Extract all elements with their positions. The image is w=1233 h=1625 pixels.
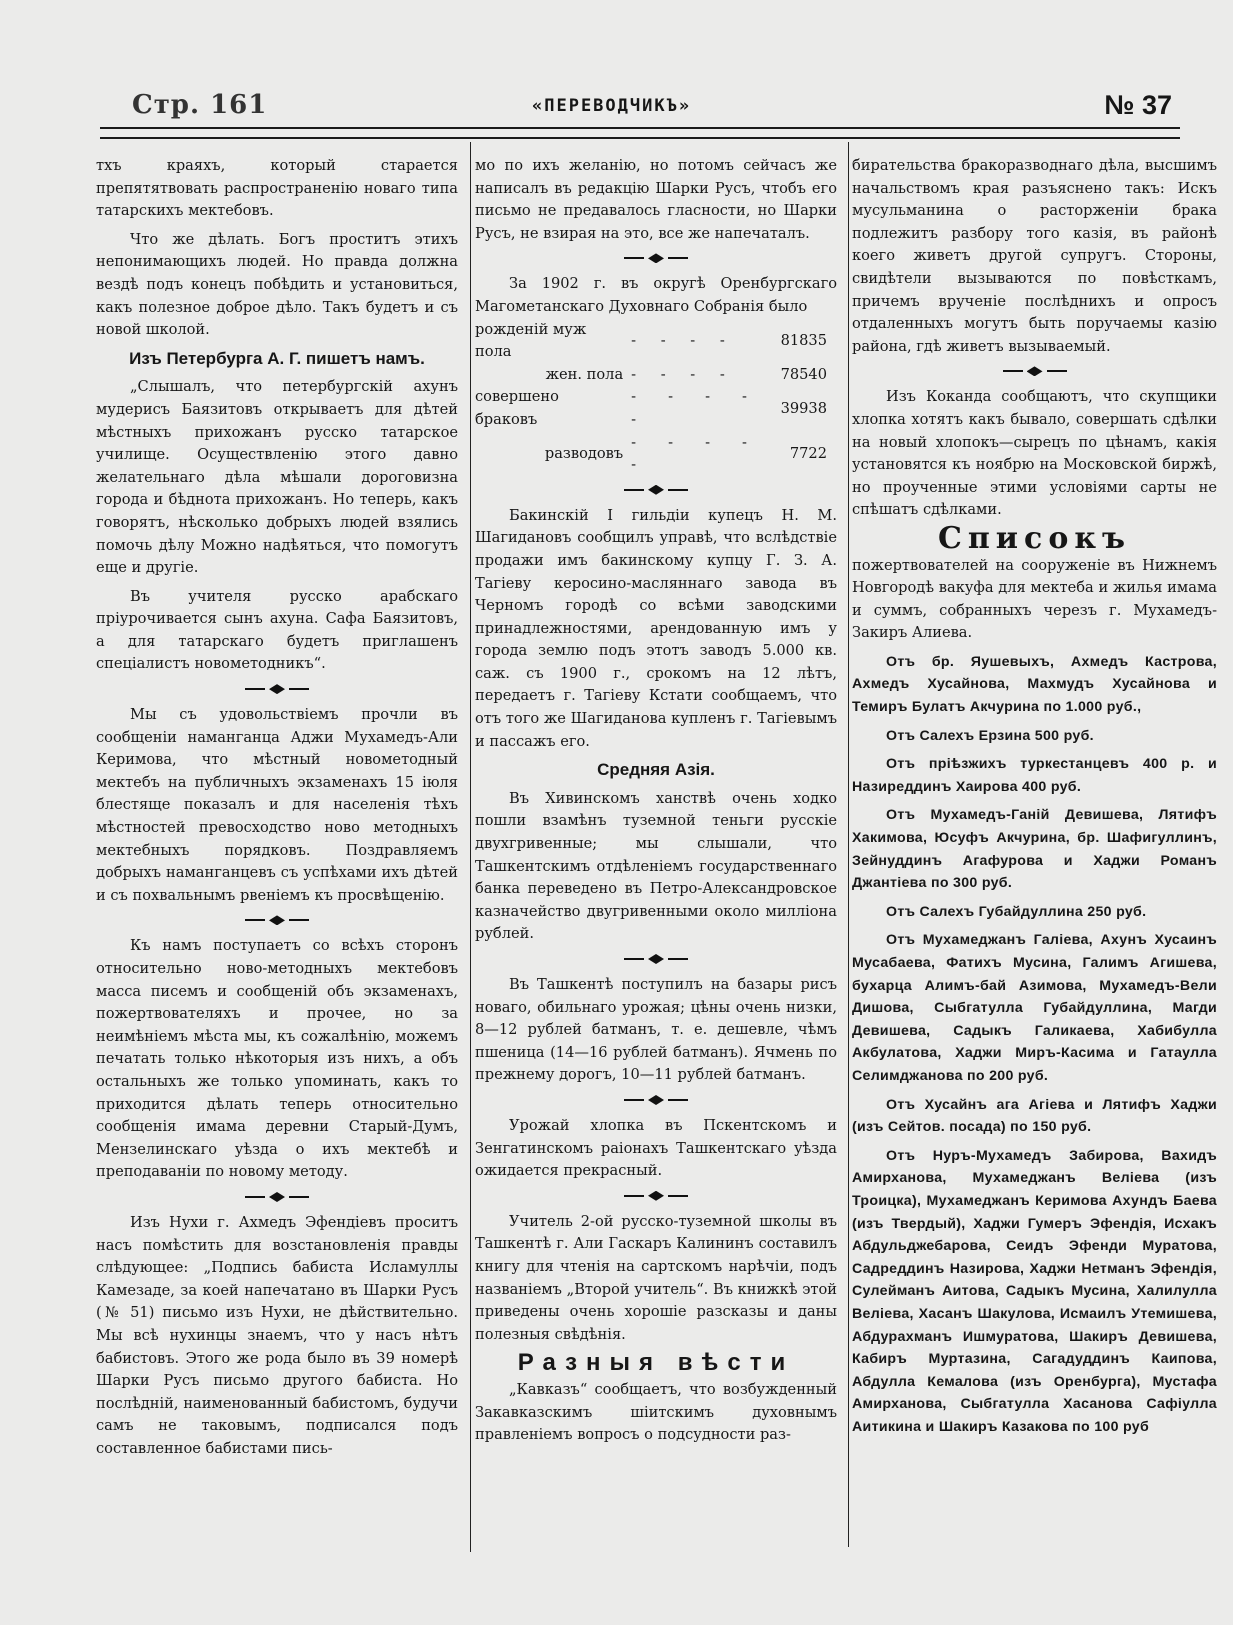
stat-row: рожденій муж пола - - - - 81835 [475,319,837,364]
diamond-ornament-icon [269,915,285,925]
diamond-ornament-icon [648,485,664,495]
column-3 [852,155,1217,1444]
header-rule-bottom [100,137,1180,139]
diamond-ornament-icon [648,1095,664,1105]
diamond-ornament-icon [648,253,664,263]
stat-label: рожденій муж пола [475,320,587,361]
section-heading: Средняя Азія. [597,760,715,780]
newspaper-title: «ПЕРЕВОДЧИКЪ» [532,96,692,116]
donor-entry: Отъ Нуръ-Мухамедъ Забирова, Вахидъ Амирханова, Мухамеджанъ Веліева (изъ Троицка), Мухамеджанъ Керимова Ахундъ Баева (изъ Твердый), Хаджи Гумеръ Эфендія, Исхакъ Абдульджебарова, Сеидъ Эфенди Муратова, Садреддинъ Назирова, Хаджи Нетманъ Эфендія, Сулейманъ Аитова, Садыкъ Мусина, Халилулла Веліева, Хасанъ Шакулова, Исмаилъ Утемишева, Абдурахманъ Ишмуратова, Шакиръ Девишева, Кабиръ Муртазина, Сагадуддинъ Каипова, Абдулла Кемалова (изъ Оренбурга), Мустафа Амирханова, Сыбгатулла Хасанова Сафіулла Аитикина и Шакиръ Казакова по 100 руб [852,1147,1217,1435]
article-paragraph: Урожай хлопка въ Пскентскомъ и Зенгатинскомъ раіонахъ Ташкентскаго уѣзда ожидается прекрасный. [475,1116,837,1180]
column-divider-1 [470,142,471,1552]
issue-number: № 37 [1104,90,1172,120]
ornament-separator [475,1093,837,1107]
list-intro: пожертвователей на сооруженіе въ Нижнемъ Новгородѣ вакуфа для мектеба и жилья имама и суммъ, собранныхъ черезъ г. Мухамедъ-Закиръ Алиева. [852,556,1217,642]
header-rule-top [100,127,1180,129]
ornament-separator [96,682,458,696]
stat-value: 39938 [780,399,827,417]
ornament-separator [96,913,458,927]
donor-entry: Отъ Салехъ Губайдуллина 250 руб. [886,903,1147,920]
statistics-table [475,319,837,477]
stat-value: 7722 [789,444,827,462]
stat-label: разводовъ [544,444,624,462]
stat-value: 81835 [780,331,827,349]
article-paragraph: Въ Хивинскомъ ханствѣ очень ходко пошли взамѣнъ туземной теньги русскіе двухгривенные; мы слышали, что Ташкентскимъ отдѣленіемъ государственнаго банка переведено въ Петро-Александровское казначейство двугривенными около милліона рублей. [475,789,837,943]
column-divider-2 [848,142,849,1547]
diamond-ornament-icon [269,684,285,694]
stat-label: совершено браковъ [475,388,559,428]
ornament-separator [475,952,837,966]
diamond-ornament-icon [1027,366,1043,376]
article-paragraph: Въ Ташкентѣ поступилъ на базары рисъ новаго, обильнаго урожая; цѣны очень низки, 8—12 рублей батманъ, т. е. дешевле, чѣмъ пшеница (14—16 рублей батманъ). Ячмень по прежнему дорогъ, 10—11 рублей батманъ. [475,976,837,1084]
ornament-separator [96,1190,458,1204]
article-paragraph: Изъ Нухи г. Ахмедъ Эфендіевъ проситъ насъ помѣстить для возстановленія правды слѣдующее: „Подпись бабиста Исламуллы Камезаде, за коей напечатано въ Шарки Русъ (№ 51) письмо изъ Нухи, не дѣйствительно. Мы всѣ нухинцы знаемъ, что у насъ нѣтъ бабистовъ. Этого же рода было въ 39 номерѣ Шарки Русъ письмо другого бабиста. Но послѣдній, наименованный бабистомъ, будучи самъ не таковымъ, подписался подъ составленное бабистами пись- [96,1213,458,1457]
ornament-separator [475,1189,837,1203]
article-paragraph: „Слышалъ, что петербургскій ахунъ мудерисъ Баязитовъ открываетъ для дѣтей мѣстныхъ прихожанъ русско татарское училище. Осуществленію этого давно желательнаго дѣла мѣшали дороговизна города и бѣднота прихожанъ. Но теперь, какъ говорятъ, нѣсколько добрыхъ людей взялись помочь дѣлу Можно надѣяться, что помогутъ еще и другіе. [96,378,458,577]
article-paragraph: За 1902 г. въ округѣ Оренбургскаго Магометанскаго Духовнаго Собранія было [475,275,837,315]
column-1 [96,155,458,1466]
ornament-separator [475,483,837,497]
ornament-separator [852,364,1217,378]
ornament-separator [475,251,837,265]
article-paragraph: тхъ краяхъ, который старается препятятвовать распространенію новаго типа татарскихъ мектебовъ. [96,157,458,220]
diamond-ornament-icon [269,1192,285,1202]
stat-row: разводовъ - - - - - 7722 [475,432,837,477]
stat-label: жен. пола [545,365,624,383]
page-header [130,88,1180,128]
article-paragraph: Учитель 2-ой русско-туземной школы въ Ташкентѣ г. Али Гаскаръ Калининъ составилъ книгу для чтенія на сартскомъ нарѣчіи, подъ названіемъ „Второй учитель“. Въ книжкѣ этой приведены очень хорошіе разсказы и даны полезныя свѣдѣнія. [475,1212,837,1343]
article-paragraph: мо по ихъ желанію, но потомъ сейчасъ же написалъ въ редакцію Шарки Русъ, чтобъ его письмо не предавалось гласности, но Шарки Русъ, не взирая на это, все же напечаталъ. [475,157,837,242]
donor-entry: Отъ Салехъ Ерзина 500 руб. [886,727,1094,744]
section-heading: Разныя вѣсти [517,1349,795,1377]
article-paragraph: Что же дѣлать. Богъ проститъ этихъ непонимающихъ людей. Но правда должна вездѣ подъ конецъ побѣдить и установиться, какъ полезное доброе дѣло. Такъ будетъ и съ новой школой. [96,230,458,339]
list-title: Списокъ [937,520,1132,556]
column-2 [475,155,837,1453]
stat-row: жен. пола - - - - 78540 [475,364,837,387]
page-number: Стр. 161 [132,90,268,120]
section-heading: Изъ Петербурга А. Г. пишетъ намъ. [129,348,425,368]
article-paragraph: Къ намъ поступаетъ со всѣхъ сторонъ относительно ново-методныхъ мектебовъ масса писемъ и сообщеній объ экзаменахъ, пожертвователяхъ и прочее, но за неимѣніемъ мѣста мы, къ сожалѣнію, можемъ печатать только нѣкоторыя изъ нихъ, а объ остальныхъ же только упоминать, какъ то приходится дѣлать теперь относительно сообщенія имама деревни Старый-Думъ, Мензелинскаго уѣзда о ихъ мектебѣ и преподаваніи по новому методу. [96,937,458,1181]
diamond-ornament-icon [648,954,664,964]
donor-entry: Отъ Хусайнъ ага Агіева и Лятифъ Хаджи (изъ Сейтов. посада) по 150 руб. [852,1096,1217,1136]
article-paragraph: бирательства бракоразводнаго дѣла, высшимъ начальствомъ края разъяснено такъ: Искъ мусульманина о расторженіи брака подлежитъ разбору того казія, въ районѣ коего живетъ другой супругъ. Стороны, свидѣтели вызываются по повѣсткамъ, причемъ врученіе послѣднихъ и опросъ отдаленныхъ могутъ быть поручаемы казію района, гдѣ живетъ вызываемый. [852,157,1217,355]
stat-value: 78540 [780,365,827,383]
donor-entry: Отъ бр. Яушевыхъ, Ахмедъ Кастрова, Ахмедъ Хусайнова, Махмудъ Хусайнова и Темиръ Булатъ Акчурина по 1.000 руб., [852,653,1217,716]
donor-entry: Отъ Мухамеджанъ Галіева, Ахунъ Хусаинъ Мусабаева, Фатихъ Мусина, Галимъ Агишева, бухарца Алимъ-бай Азимова, Мухамедъ-Вели Дишова, Сыбгатулла Губайдуллина, Магди Девишева, Садыкъ Галикаева, Хабибулла Акбулатова, Хаджи Миръ-Касима и Гатаулла Селимджанова по 200 руб. [852,932,1217,1084]
donor-entry: Отъ пріѣзжихъ туркестанцевъ 400 р. и Назиреддинъ Хаирова 400 руб. [852,756,1217,795]
article-paragraph: Бакинскій I гильдіи купецъ Н. М. Шагидановъ сообщилъ управѣ, что вслѣдствіе продажи имъ бакинскому купцу Г. З. А. Тагіеву керосино-масляннаго завода въ Черномъ городѣ со всѣми заводскими принадлежностями, арендованную имъ у города землю подъ этотъ заводъ 5.000 кв. саж. съ 1900 г., срокомъ на 12 лѣтъ, передаетъ г. Тагіеву Кстати сообщаемъ, что отъ того же Шагиданова купленъ г. Тагіевымъ и пассажъ его. [475,506,837,750]
donor-list [852,651,1217,1439]
article-paragraph: Мы съ удовольствіемъ прочли въ сообщеніи наманганца Аджи Мухамедъ-Али Керимова, что мѣстный новометодный мектебъ на публичныхъ экзаменахъ 15 іюля блестяще показалъ и для населенія тѣхъ мѣстностей превосходство ново методныхъ мектебныхъ порядковъ. Поздравляемъ добрыхъ наманганцевъ съ успѣхами ихъ дѣтей и съ похвальнымъ рвеніемъ къ просвѣщенію. [96,706,458,904]
article-paragraph: „Кавказъ“ сообщаетъ, что возбужденный Закавказскимъ шіитскимъ духовнымъ правленіемъ вопросъ о подсудности раз- [475,1380,837,1444]
article-paragraph: Изъ Коканда сообщаютъ, что скупщики хлопка хотятъ какъ бывало, совершать сдѣлки на новый хлопокъ—сырецъ по цѣнамъ, какія установятся къ ноябрю на Московской биржѣ, но проученные этими условіями сарты не спѣшатъ сдѣлками. [852,388,1217,519]
diamond-ornament-icon [648,1191,664,1201]
donor-entry: Отъ Мухамедъ-Ганій Девишева, Лятифъ Хакимова, Юсуфъ Акчурина, бр. Шафигуллинъ, Зейнуддинъ Агафурова и Хаджи Романъ Джантіева по 300 руб. [852,807,1217,892]
article-paragraph: Въ учителя русско арабскаго пріурочивается сынъ ахуна. Сафа Баязитовъ, а для татарскаго будетъ приглашенъ спеціалистъ новометодникъ“. [96,587,458,673]
stat-row: совершено браковъ - - - - - 39938 [475,386,837,431]
